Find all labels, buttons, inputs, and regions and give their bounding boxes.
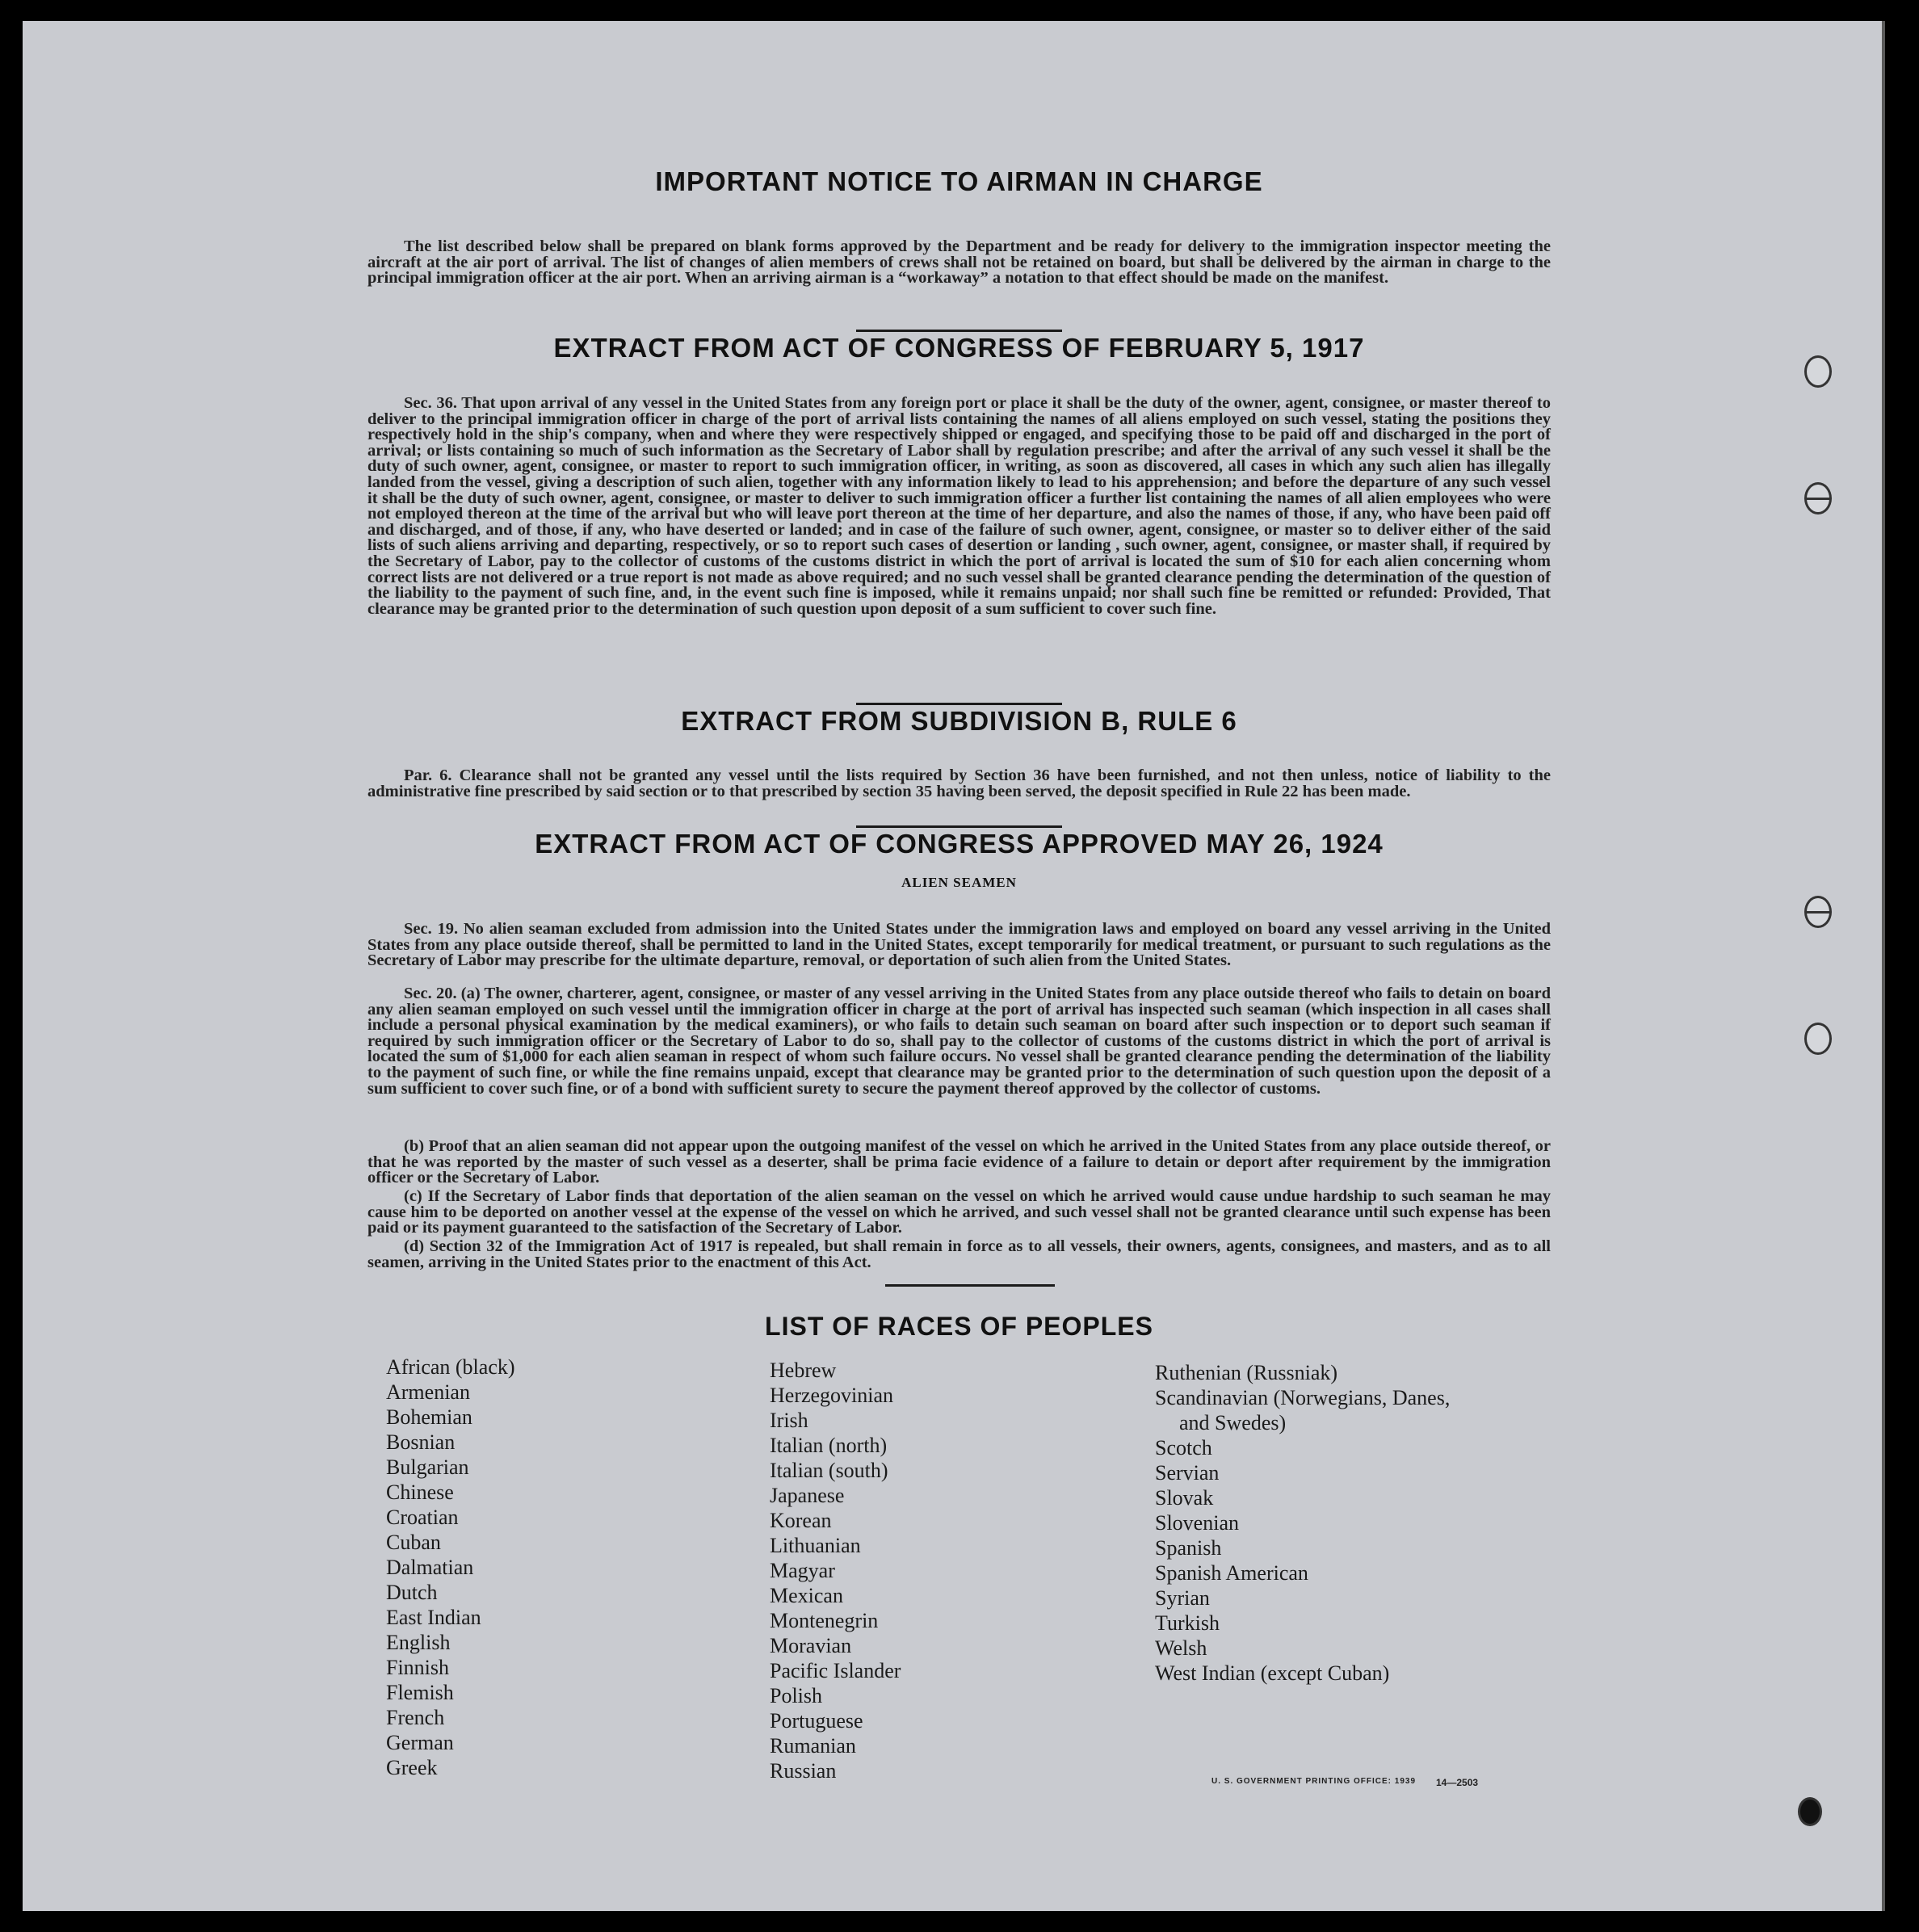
race-list-item: Russian [770,1759,837,1783]
notice-paragraph: The list described below shall be prepared on blank forms approved by the Department and be ready for delivery to the immigration inspector meeting the aircraft at the air port of arrival. The list of changes of alien members of crews shall not be retained on board, but shall be delivered by the airman in charge to the principal immigration officer at the air port. When an arriving airman is a “workaway” a notation to that effect should be made on the manifest. [367,237,1551,288]
race-list-item: German [386,1731,454,1754]
race-list-item: Moravian [770,1634,852,1657]
section-divider [885,1284,1055,1287]
race-list-item: Bosnian [386,1430,456,1454]
race-list-item: Scandinavian (Norwegians, Danes, [1155,1386,1451,1409]
race-list-item: Montenegrin [770,1609,879,1632]
race-list-item: Croatian [386,1506,459,1529]
race-list-item: Bulgarian [386,1455,469,1479]
section-divider [856,825,1062,828]
races-column-1 [386,1354,515,1780]
race-list-item: Armenian [386,1380,470,1404]
race-list-item: Chinese [386,1480,454,1504]
race-list-item: Welsh [1155,1636,1207,1660]
race-list-item: Bohemian [386,1405,472,1429]
race-list-item: East Indian [386,1606,481,1629]
races-column-3 [1155,1360,1450,1686]
race-list-item: Magyar [770,1559,835,1582]
race-list-item: Scotch [1155,1436,1212,1460]
race-list-item: Dalmatian [386,1556,474,1579]
race-list-item: Herzegovinian [770,1384,894,1407]
binder-hole [1798,1797,1822,1826]
race-list-item: Korean [770,1509,832,1532]
race-list-item: Greek [386,1756,438,1779]
bleed-through-text [113,179,121,207]
form-number: 14—2503 [1436,1777,1479,1788]
races-title: LIST OF RACES OF PEOPLES [765,1312,1153,1341]
page-edge [1882,21,1885,1911]
race-list-item: Italian (north) [770,1434,888,1457]
section-36-paragraph: Sec. 36. That upon arrival of any vessel in the United States from any foreign port or place it shall be the duty of the owner, agent, consignee, or master thereof to deliver to the principal immigration officer in charge of the port of arrival lists containing the names of all aliens employed on such vessel, stating the positions they respectively hold in the ship's company, when and where they were respectively shipped or engaged, and specifying those to be paid off and discharged in the port of arrival; or lists containing so much of such information as the Secretary of Labor shall by regulation prescribe; and after the arrival of any such vessel it shall be the duty of such owner, agent, consignee, or master to report to such immigration officer, in writing, as soon as discovered, all cases in which any such alien has illegally landed from the vessel, giving a description of such alien, together with any information likely to lead to his apprehension; and before the departure of any such vessel it shall be the duty of such owner, agent, consignee, or master to deliver to such immigration officer a further list containing the names of all alien employees who were not employed thereon at the time of the arrival but who will leave port thereon at the time of her departure, and also the names of those, if any, who have been paid off and discharged, and of those, if any, who have deserted or landed; and in case of the failure of such owner, agent, consignee, or master so to deliver either of the said lists of such aliens arriving and departing, respectively, or so to report such cases of desertion or landing , such owner, agent, consignee, or master shall, if required by the Secretary of Labor, pay to the collector of customs of the customs district in which the port of arrival is located the sum of $10 for each alien concerning whom correct lists are not delivered or a true report is not made as above required; and no such vessel shall be granted clearance pending the determination of the question of the liability to the payment of such fine, and, in the event such fine is imposed, while it remains unpaid; nor shall such fine be remitted or refunded: Provided, That clearance may be granted prior to the determination of such question upon deposit of a sum sufficient to cover such fine. [367,394,1551,618]
notice-title: IMPORTANT NOTICE TO AIRMAN IN CHARGE [655,166,1263,196]
binder-hole [1804,355,1832,388]
race-list-item: Italian (south) [770,1459,888,1482]
race-list-item: Syrian [1155,1586,1210,1610]
race-list-item: Turkish [1155,1611,1220,1635]
race-list-item: Irish [770,1409,808,1432]
race-list-item: French [386,1706,445,1729]
race-list-item: Slovak [1155,1486,1214,1510]
race-list-item: Ruthenian (Russniak) [1155,1361,1338,1384]
section-20b-paragraph: (b) Proof that an alien seaman did not appear upon the outgoing manifest of the vessel on which he arrived in the United States from any place outside thereof, or that he was reported by the master of such vessel as a deserter, shall be prima facie evidence of a failure to detain or deport after requirement by the immigration officer or the Secretary of Labor. [367,1137,1551,1187]
race-list-item: Servian [1155,1461,1220,1485]
race-list-item: Flemish [386,1681,454,1704]
race-list-item: Mexican [770,1584,843,1607]
section-20a-paragraph: Sec. 20. (a) The owner, charterer, agent, consignee, or master of any vessel arriving in the United States from any place outside thereof who fails to detain on board any alien seaman employed on such vessel until the immigration officer in charge at the port of arrival has inspected such seaman (which inspection in all cases shall include a personal physical examination by the medical examiners), or who fails to detain such seaman on board after such inspection or to deport such seaman if required by such immigration officer or the Secretary of Labor to do so, shall pay to the collector of customs of the customs district in which the port of arrival is located the sum of $1,000 for each alien seaman in respect of whom such failure occurs. No vessel shall be granted clearance pending the determination of the liability to the payment of such fine, or while the fine remains unpaid, except that clearance may be granted prior to the determination of such question upon the deposit of a sum sufficient to cover such fine, or of a bond with sufficient surety to secure the payment thereof approved by the collector of customs. [367,985,1551,1098]
section-20d-paragraph: (d) Section 32 of the Immigration Act of 1917 is repealed, but shall remain in force as to all vessels, their owners, agents, consignees, and masters, and as to all seamen, arriving in the United States prior to the enactment of this Act. [367,1237,1551,1271]
race-list-item: Lithuanian [770,1534,861,1557]
race-list-item: West Indian (except Cuban) [1155,1661,1390,1685]
section-20c-paragraph: (c) If the Secretary of Labor finds that deportation of the alien seaman on the vessel on which he arrived would cause undue hardship to such seaman he may cause him to be deported on another vessel at the expense of the vessel on which he arrived, and such vessel shall not be granted clearance until such expense has been paid or its payment guaranteed to the satisfaction of the Secretary of Labor. [367,1187,1551,1237]
binder-hole [1804,1023,1832,1055]
race-list-item: and Swedes) [1179,1411,1287,1434]
race-list-item: Cuban [386,1531,441,1554]
race-list-item: Finnish [386,1656,450,1679]
race-list-item: Dutch [386,1581,438,1604]
race-list-item: Japanese [770,1484,845,1507]
paragraph-6: Par. 6. Clearance shall not be granted any vessel until the lists required by Section 36 have been furnished, and not then unless, notice of liability to the administrative fine prescribed by said section or to that prescribed by section 35 having been served, the deposit specified in Rule 22 has been made. [367,766,1551,800]
races-column-2 [770,1358,901,1783]
alien-seamen-subtitle: ALIEN SEAMEN [901,875,1017,890]
binder-hole [1804,896,1832,928]
act-1917-title: EXTRACT FROM ACT OF CONGRESS OF FEBRUARY 5, 1917 [553,333,1365,363]
race-list-item: Pacific Islander [770,1659,901,1682]
printer-imprint: U. S. GOVERNMENT PRINTING OFFICE: 1939 [1211,1777,1417,1786]
race-list-item: English [386,1631,451,1654]
rule-6-title: EXTRACT FROM SUBDIVISION B, RULE 6 [681,706,1237,736]
section-divider [856,330,1062,332]
race-list-item: Portuguese [770,1709,863,1732]
act-1924-title: EXTRACT FROM ACT OF CONGRESS APPROVED MAY 26, 1924 [535,829,1384,859]
race-list-item: Hebrew [770,1359,837,1382]
section-divider [856,703,1062,705]
race-list-item: Spanish [1155,1536,1222,1560]
binder-hole [1804,482,1832,514]
race-list-item: Polish [770,1684,823,1707]
race-list-item: Rumanian [770,1734,856,1758]
race-list-item: African (black) [386,1355,515,1379]
race-list-item: Spanish American [1155,1561,1308,1585]
race-list-item: Slovenian [1155,1511,1239,1535]
section-19-paragraph: Sec. 19. No alien seaman excluded from admission into the United States under the immigration laws and employed on board any vessel arriving in the United States from any place outside thereof, shall be permitted to land in the United States, except temporarily for medical treatment, or pursuant to such regulations as the Secretary of Labor may prescribe for the ultimate departure, removal, or deportation of such alien from the United States. [367,920,1551,970]
